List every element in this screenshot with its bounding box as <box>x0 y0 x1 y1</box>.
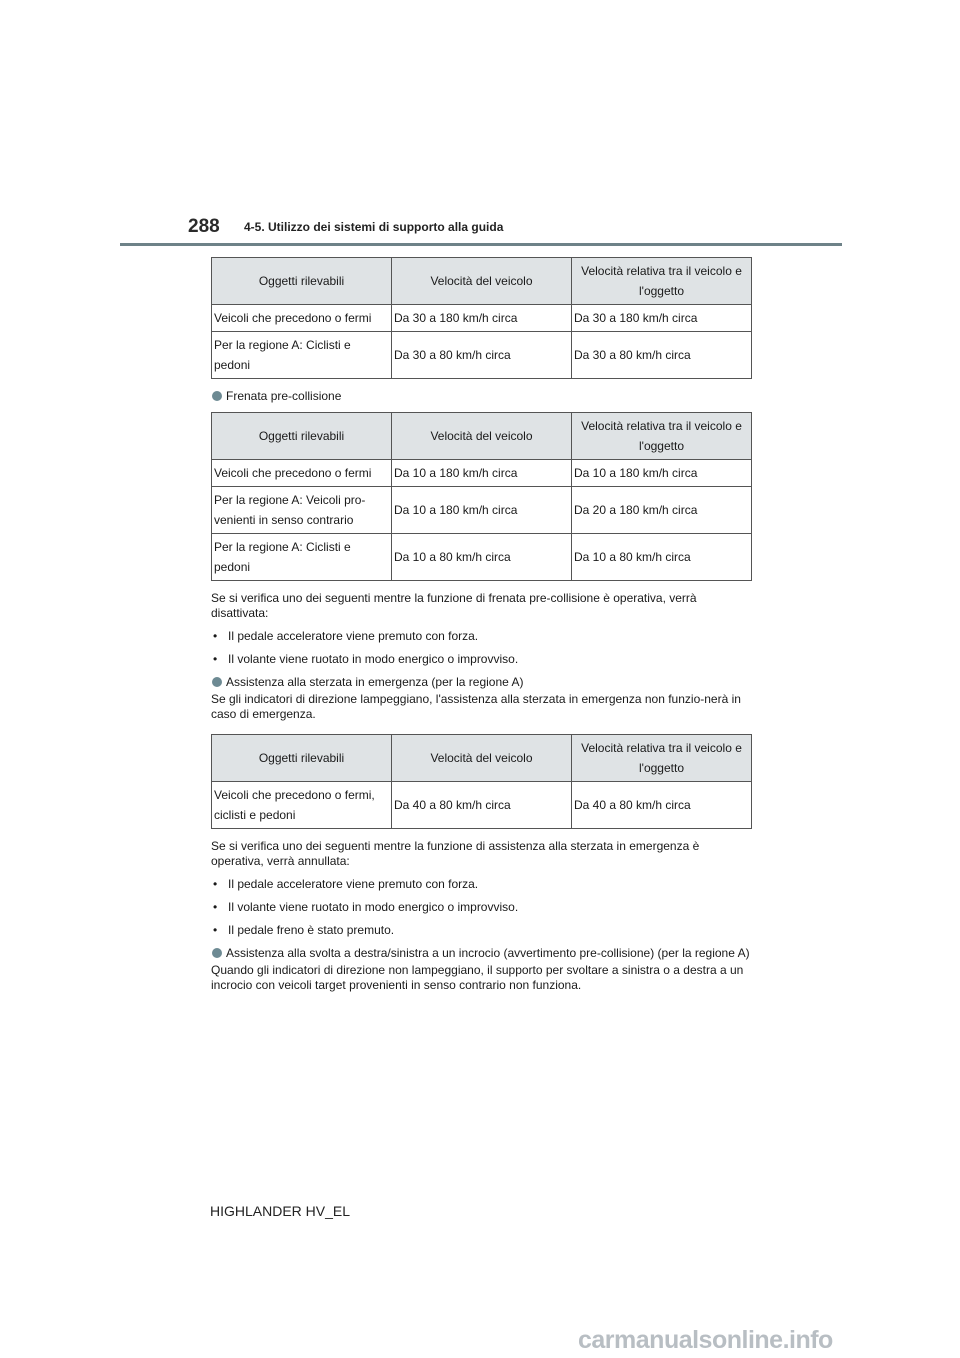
pcs-heading-text: Frenata pre-collisione <box>226 389 342 403</box>
detection-table-3 <box>211 734 752 829</box>
table-cell: Da 10 a 180 km/h circa <box>392 487 572 534</box>
list-item: • Il pedale freno è stato premuto. <box>213 923 395 937</box>
table-cell: Da 10 a 80 km/h circa <box>572 534 752 581</box>
esa-heading-text: Assistenza alla sterzata in emergenza (per la regione A) <box>226 675 524 689</box>
column-header: Velocità del veicolo <box>392 413 572 460</box>
turn-text: Quando gli indicatori di direzione non lampeggiano, il supporto per svoltare a sinistra o a destra a un incrocio con veicoli target provenienti in senso contrario non funziona. <box>211 963 744 992</box>
turn-heading-text: Assistenza alla svolta a destra/sinistra a un incrocio (avvertimento pre-collisione) (per la regione A) <box>226 946 750 960</box>
list-item: • Il volante viene ruotato in modo energico o improvviso. <box>213 652 519 666</box>
list-item-text: Il pedale acceleratore viene premuto con forza. <box>228 629 479 643</box>
column-header: Oggetti rilevabili <box>212 735 392 782</box>
table-cell: Da 40 a 80 km/h circa <box>392 782 572 829</box>
detection-table-1 <box>211 257 752 379</box>
column-header: Oggetti rilevabili <box>212 258 392 305</box>
table-cell: Veicoli che precedono o fermi <box>212 305 392 332</box>
section-title: 4-5. Utilizzo dei sistemi di supporto alla guida <box>244 220 504 234</box>
column-header: Velocità del veicolo <box>392 258 572 305</box>
esa-note: Se si verifica uno dei seguenti mentre la funzione di assistenza alla sterzata in emergenza è operativa, verrà annullata: <box>211 839 700 868</box>
list-item-text: Il pedale acceleratore viene premuto con forza. <box>228 877 479 891</box>
table-cell: Veicoli che precedono o fermi, ciclisti e pedoni <box>212 782 392 829</box>
table-cell: Da 10 a 180 km/h circa <box>392 460 572 487</box>
esa-intro: Se gli indicatori di direzione lampeggiano, l'assistenza alla sterzata in emergenza non funzio-nerà in caso di emergenza. <box>211 692 741 721</box>
table-cell: Da 10 a 80 km/h circa <box>392 534 572 581</box>
list-item-text: Il volante viene ruotato in modo energico o improvviso. <box>228 900 519 914</box>
column-header: Oggetti rilevabili <box>212 413 392 460</box>
esa-heading <box>211 675 751 690</box>
pcs-heading <box>211 389 751 404</box>
table-cell: Per la regione A: Ciclisti e pedoni <box>212 332 392 379</box>
table-row <box>212 332 752 379</box>
pcs-note: Se si verifica uno dei seguenti mentre la funzione di frenata pre-collisione è operativa, verrà disattivata: <box>211 591 697 620</box>
table-row <box>212 305 752 332</box>
page-content <box>211 257 751 1001</box>
table-header-row <box>212 258 752 305</box>
bullet-dot-icon <box>212 391 222 401</box>
table-row <box>212 460 752 487</box>
table-cell: Da 30 a 80 km/h circa <box>572 332 752 379</box>
column-header: Velocità relativa tra il veicolo e l'oggetto <box>572 735 752 782</box>
header-divider <box>120 243 842 246</box>
list-item: • Il pedale acceleratore viene premuto con forza. <box>213 877 479 891</box>
list-item-text: Il volante viene ruotato in modo energico o improvviso. <box>228 652 519 666</box>
table-cell: Per la regione A: Ciclisti e pedoni <box>212 534 392 581</box>
detection-table-2 <box>211 412 752 581</box>
table-row <box>212 782 752 829</box>
table-header-row <box>212 413 752 460</box>
table-header-row <box>212 735 752 782</box>
bullet-dot-icon <box>212 677 222 687</box>
table-cell: Da 20 a 180 km/h circa <box>572 487 752 534</box>
table-cell: Per la regione A: Veicoli pro-venienti in senso contrario <box>212 487 392 534</box>
table-row <box>212 534 752 581</box>
bullet-dot-icon <box>212 948 222 958</box>
list-item: • Il pedale acceleratore viene premuto con forza. <box>213 629 479 643</box>
list-item: • Il volante viene ruotato in modo energico o improvviso. <box>213 900 519 914</box>
column-header: Velocità del veicolo <box>392 735 572 782</box>
column-header: Velocità relativa tra il veicolo e l'oggetto <box>572 413 752 460</box>
table-cell: Da 40 a 80 km/h circa <box>572 782 752 829</box>
table-row <box>212 487 752 534</box>
page-number: 288 <box>188 216 220 237</box>
list-item-text: Il pedale freno è stato premuto. <box>228 923 395 937</box>
table-cell: Da 30 a 180 km/h circa <box>572 305 752 332</box>
watermark: carmanualsonline.info <box>578 1326 833 1354</box>
table-cell: Da 30 a 80 km/h circa <box>392 332 572 379</box>
table-cell: Veicoli che precedono o fermi <box>212 460 392 487</box>
table-cell: Da 30 a 180 km/h circa <box>392 305 572 332</box>
column-header: Velocità relativa tra il veicolo e l'oggetto <box>572 258 752 305</box>
turn-heading <box>211 946 751 961</box>
footer-model: HIGHLANDER HV_EL <box>210 1203 351 1219</box>
table-cell: Da 10 a 180 km/h circa <box>572 460 752 487</box>
